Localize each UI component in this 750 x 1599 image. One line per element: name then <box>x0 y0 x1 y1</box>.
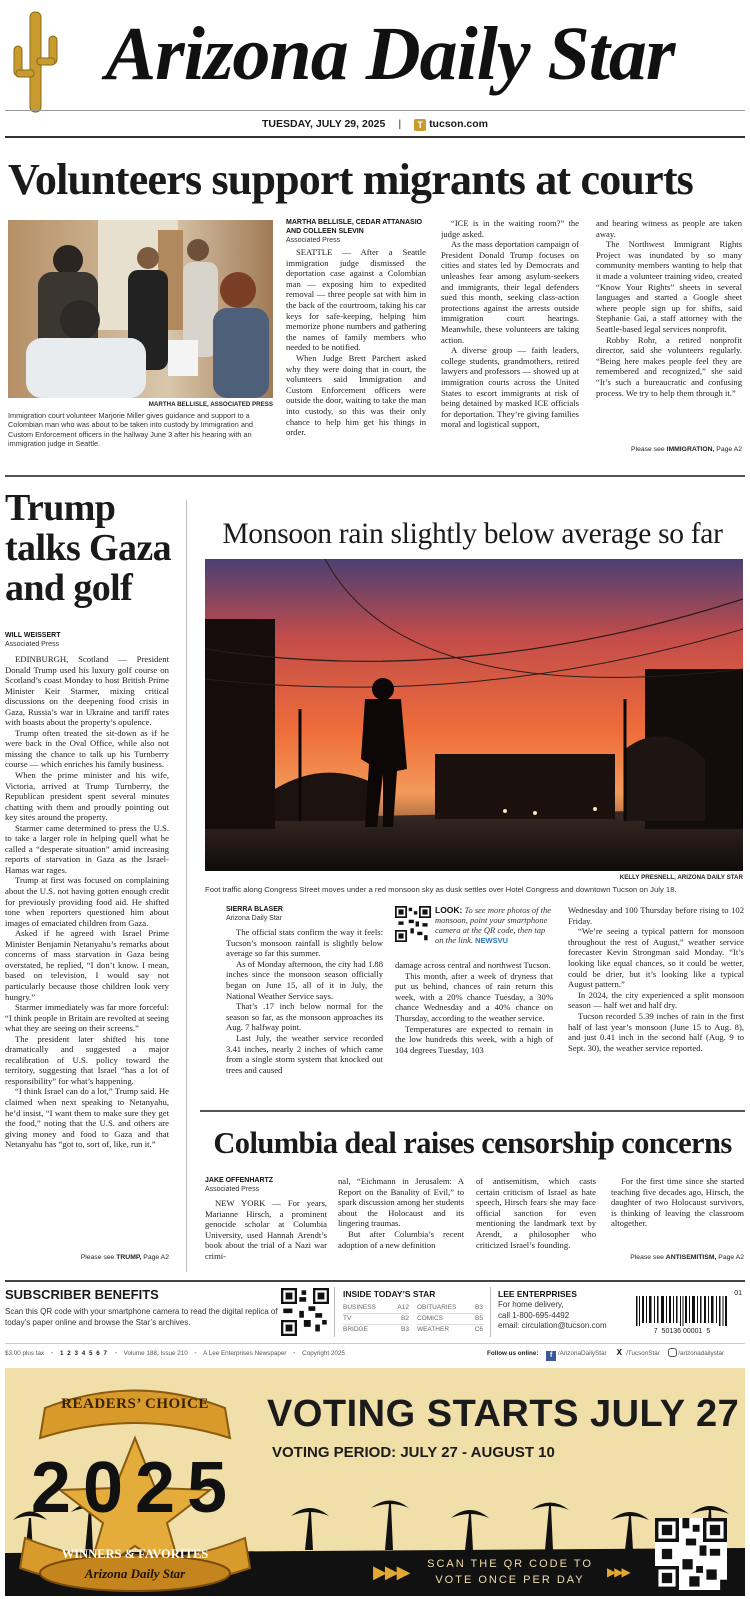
saguaro-cactus-logo <box>10 6 62 114</box>
badge-paper-name: Arizona Daily Star <box>84 1566 186 1581</box>
masthead-title: Arizona Daily Star <box>105 12 675 96</box>
scan-text: SCAN THE QR CODE TO VOTE ONCE PER DAY <box>427 1558 593 1586</box>
badge-top-text: READERS’ CHOICE <box>61 1396 209 1412</box>
monsoon-column-1: The official stats confirm the way it feels: Tucson’s monsoon rainfall is slightly below average so far this summer. As of Monday afternoon, the city had 1.88 inches since the monsoon season officially began on June 15, all of it in July, the National Weather Service says. That’s .17 inch below normal for the season so far, as the monsoon approaches its Aug. 7 halfway point. Last July, the weather service recorded 3.41 inches, nearly 2 inches of which came from a single storm system that knocked out trees and caused <box>226 927 383 1075</box>
ad-headline: VOTING STARTS JULY 27 <box>267 1393 740 1435</box>
columbia-column-2: nal, “Eichmann in Jerusalem: A Report on the Banality of Evil,” to spark discussion among her students about the Holocaust and its lingering traumas. But after Columbia’s recent adoption of a new definition <box>338 1176 464 1250</box>
monsoon-photo-credit: KELLY PRESNELL, ARIZONA DAILY STAR <box>619 874 743 881</box>
vote-qr-code[interactable] <box>655 1518 727 1590</box>
subscriber-benefits-title: SUBSCRIBER BENEFITS <box>5 1287 159 1302</box>
delivery-phone[interactable]: call 1-800-695-4492 <box>498 1310 570 1320</box>
ad-voting-period: VOTING PERIOD: JULY 27 - AUGUST 10 <box>272 1444 555 1461</box>
masthead <box>0 0 750 150</box>
badge-year: 2025 <box>30 1448 240 1528</box>
monsoon-headline[interactable]: Monsoon rain slightly below average so far <box>222 518 723 550</box>
lead-column-1: SEATTLE — After a Seattle immigration judge dismissed the deportation case against a Colombian man — exposing him to expedited removal — three people sat with him in the back of the courtroom, taking his car keys for safe-keeping, helping him memorize phone numbers and gathering the names of family members who needed to be notified. When Judge Brett Parchert asked why they were doing that in court, the volunteers said Immigration and Custom Enforcement officers were outside the door, waiting to take the man into custody, so this was their only chance to help him get his things in order. <box>286 247 426 438</box>
lead-jump-line[interactable]: Please see IMMIGRATION, Page A2 <box>631 446 742 453</box>
monsoon-agency: Arizona Daily Star <box>226 915 283 922</box>
index-row[interactable]: WEATHER C6 <box>417 1326 483 1333</box>
lead-caption: Immigration court volunteer Marjorie Miller gives guidance and support to a Colombian man who was about to be taken into custody by Immigration and Custom Enforcement officers in the hallway June 3 after his hearing with an immigration judge in Seattle. <box>8 411 253 449</box>
replica-qr-code[interactable] <box>281 1288 329 1336</box>
inside-today-title: INSIDE TODAY’S STAR <box>343 1289 436 1299</box>
monsoon-byline: SIERRA BLASER <box>226 906 283 913</box>
trump-headline[interactable]: Trump talks Gaza and golf <box>5 487 172 609</box>
readers-choice-ad[interactable] <box>5 1368 745 1596</box>
site-link[interactable]: tucson.com <box>429 118 488 130</box>
monsoon-column-3: Wednesday and 100 Thursday before rising to 102 Friday. “We’re seeing a typical pattern for monsoon throughout the rest of August,” weather service forecaster Kevin Strongman said Monday. “It’s looking like equal chances, so it could be wetter, could be drier, but it’s looking like a typical August pattern.” In 2024, the city experienced a split monsoon season — half wet and half dry. Tucson recorded 5.39 inches of rain in the first half of last year’s monsoon (June 15 to Aug. 8), and just 0.41 inch in the second half (Aug. 9 to Sept. 30), the weather service reported. <box>568 905 744 1053</box>
instagram-link[interactable]: /arizonadailystar <box>678 1350 725 1357</box>
x-link[interactable]: /TucsonStar <box>626 1350 660 1357</box>
arrow-right-icon: ▶▶▶ <box>607 1565 629 1579</box>
badge-winners-text: WINNERS & FAVORITES <box>61 1547 209 1561</box>
trump-byline: WILL WEISSERT <box>5 632 61 639</box>
index-row[interactable]: BUSINESS A12 <box>343 1304 409 1314</box>
lead-photo <box>8 220 273 398</box>
lead-photo-credit: MARTHA BELLISLE, ASSOCIATED PRESS <box>148 401 273 408</box>
circulation-email[interactable]: email: circulation@tucson.com <box>498 1321 607 1330</box>
look-promo[interactable] <box>395 905 555 955</box>
index-row[interactable]: COMICS B5 <box>417 1315 483 1325</box>
instagram-icon <box>668 1348 677 1357</box>
look-text: To see more photos of the monsoon, point your smartphone camera at the QR code, then tap on the link. <box>435 905 552 945</box>
dateline: TUESDAY, JULY 29, 2025 | T tucson.com <box>261 118 488 130</box>
columbia-byline: JAKE OFFENHARTZ <box>205 1177 274 1184</box>
issue-date: TUESDAY, JULY 29, 2025 <box>261 118 386 130</box>
newsvu-brand: NEWSVU <box>475 936 509 945</box>
trump-agency: Associated Press <box>5 641 60 648</box>
x-icon: X <box>616 1348 622 1357</box>
columbia-column-3: of antisemitism, which casts certain criticism of Israel as hate speech, Hirsch fears she may face official sanction for even mentioning the landmark text by Arendt, a philosopher who criticized Israel’s founding. <box>476 1176 596 1250</box>
barcode-bars <box>636 1296 728 1326</box>
facebook-icon: f <box>546 1351 556 1361</box>
arrow-left-icon: ▶▶▶ <box>373 1562 409 1582</box>
monsoon-byline-block <box>226 905 376 923</box>
columbia-headline[interactable]: Columbia deal raises censorship concerns <box>213 1126 732 1160</box>
monsoon-qr-code[interactable] <box>395 906 431 942</box>
index-row[interactable]: OBITUARIES B3 <box>417 1304 483 1314</box>
index-row[interactable]: TV B2 <box>343 1315 409 1325</box>
monsoon-column-2: damage across central and northwest Tucson. This month, after a week of dryness that put us behind, chances of rain return this week, with a 20% chance Tuesday, a 30% chance Wednesday and a 40% chance on Thursday, according to the weather service. Temperatures are expected to remain in the low hundreds this week, with a high of 104 degrees Tuesday, 103 <box>395 960 553 1055</box>
look-label: LOOK: <box>435 905 463 915</box>
facebook-link[interactable]: /ArizonaDailyStar <box>557 1350 607 1357</box>
index-row[interactable]: BRIDGE B3 <box>343 1326 409 1333</box>
barcode: 01 7 50136 00001 5 <box>632 1290 742 1340</box>
tucson-logo-icon: T <box>414 119 426 131</box>
subscriber-benefits-text: Scan this QR code with your smartphone camera to read the digital replica of today’s paper online and browse the Star’s archives. <box>5 1307 278 1327</box>
trump-body: EDINBURGH, Scotland — President Donald Trump used his luxury golf course on Scotland’s coast Monday to host British Prime Minister Keir Starmer, mixing critical discussions on the deepening food crisis in Gaza, Russia’s war in Ukraine and tariff rates with boasts about the property’s opulence. Trump often treated the sit-down as if he were back in the Oval Office, while also not missing the chance to talk up his Turnberry course — which enriches his family business. When the prime minister and his wife, Victoria, arrived at Trump Turnberry, the Republican president spent several minutes chatting with them and proudly pointing out key sites around the property. Starmer came determined to press the U.S. to take a larger role in helping quell what he called a “desperate situation” amid increasing reports of starvation in Gaza as the Israel-Hamas war rages. Trump at first was focused on complaining about the U.S. not having gotten enough credit for previously providing food aid. He shifted tone when reporters questioned him about images of emaciated children from Gaza. Asked if he agreed with Israel Prime Minister Benjamin Netanyahu’s remarks about concerns of mass starvation in Gaza being overstated, he replied, “I don’t know. I mean, based on television, I would say not particularly because those children look very hungry.” Starmer immediately was far more forceful: “I think people in Britain are revolted at seeing what they are seeing on their screens.” The president later shifted his tone dramatically and suggested a major recalibration of U.S. policy toward the territory, suggesting that Israel “has a lot of responsibility” for what’s happening. “I think Israel can do a lot,” Trump said. He claimed when next speaking to Netanyahu, he’d insist, “I want them to make sure they get the food,” noting that the U.S. and others are giving money and food to Gaza and that Netanyahu has “got to, sort of, like, run it.” <box>5 654 169 1150</box>
lead-column-3: and bearing witness as people are taken away. The Northwest Immigrant Rights Project was inundated by so many community members wanting to help that it made a volunteer training video, created “Know Your Rights” sheets in several languages and started a Google sheet where people sign up for shifts, said Stephanie Gai, a staff attorney with the Seattle-based legal services nonprofit. Robby Rohr, a retired nonprofit director, said she volunteers regularly. “Being here makes people feel they are remembered and recognized,” she said “It’s such a bureaucratic and confusing process. We try to help them through it.” <box>596 218 742 398</box>
lead-byline-block <box>286 218 436 245</box>
trump-jump-line[interactable]: Please see TRUMP, Page A2 <box>80 1254 169 1261</box>
lead-agency: Associated Press <box>286 237 341 244</box>
lee-title: LEE ENTERPRISES <box>498 1289 577 1299</box>
lead-headline[interactable]: Volunteers support migrants at courts <box>8 155 693 204</box>
trump-byline-block <box>5 631 175 649</box>
section-index <box>343 1304 483 1340</box>
monsoon-caption: Foot traffic along Congress Street moves under a red monsoon sky as dusk settles over Hotel Congress and downtown Tucson on July 18. <box>205 885 677 894</box>
monsoon-photo <box>205 559 743 871</box>
lead-column-2: “ICE is in the waiting room?” the judge asked. As the mass deportation campaign of President Donald Trump focuses on cities and states led by Democrats and unleashes fear among asylum-seekers and immigrants, their legal defenders sued this month, seeking class-action protections against the arrests outside immigration court hearings. Meanwhile, these volunteers are taking action. A diverse group — faith leaders, college students, grandmothers, retired lawyers and professors — showed up at immigration courts across the United States to escort immigrants at risk of being detained by masked ICE officials for deportation. They’re giving families moral and logistical support, <box>441 218 579 430</box>
columbia-agency: Associated Press <box>205 1186 260 1193</box>
columbia-column-1: NEW YORK — For years, Marianne Hirsch, a prominent genocide scholar at Columbia University, used Hannah Arendt’s book about the trial of a Nazi war crimi- <box>205 1198 327 1261</box>
imprint-line: $3.00 plus tax • 1 2 3 4 5 6 7 • Volume 188, Issue 210 • A Lee Enterprises Newspaper • Copyright 2025 Follow us online: f /ArizonaDailyStar X /TucsonStar /arizonadailystar <box>5 1348 725 1359</box>
lead-byline: MARTHA BELLISLE, CEDAR ATTANASIO AND COLLEEN SLEVIN <box>286 219 423 235</box>
columbia-jump-line[interactable]: Please see ANTISEMITISM, Page A2 <box>630 1254 744 1261</box>
lee-enterprises-block: LEE ENTERPRISES For home delivery, call 1-800-695-4492 email: circulation@tucson.com <box>498 1288 623 1338</box>
columbia-column-4: For the first time since she started teaching five decades ago, Hirsch, the daughter of two Holocaust survivors, is thinking of leaving the classroom altogether. <box>611 1176 744 1229</box>
columbia-byline-block <box>205 1176 325 1194</box>
weekday-dots: 1 2 3 4 5 6 7 <box>59 1350 108 1357</box>
